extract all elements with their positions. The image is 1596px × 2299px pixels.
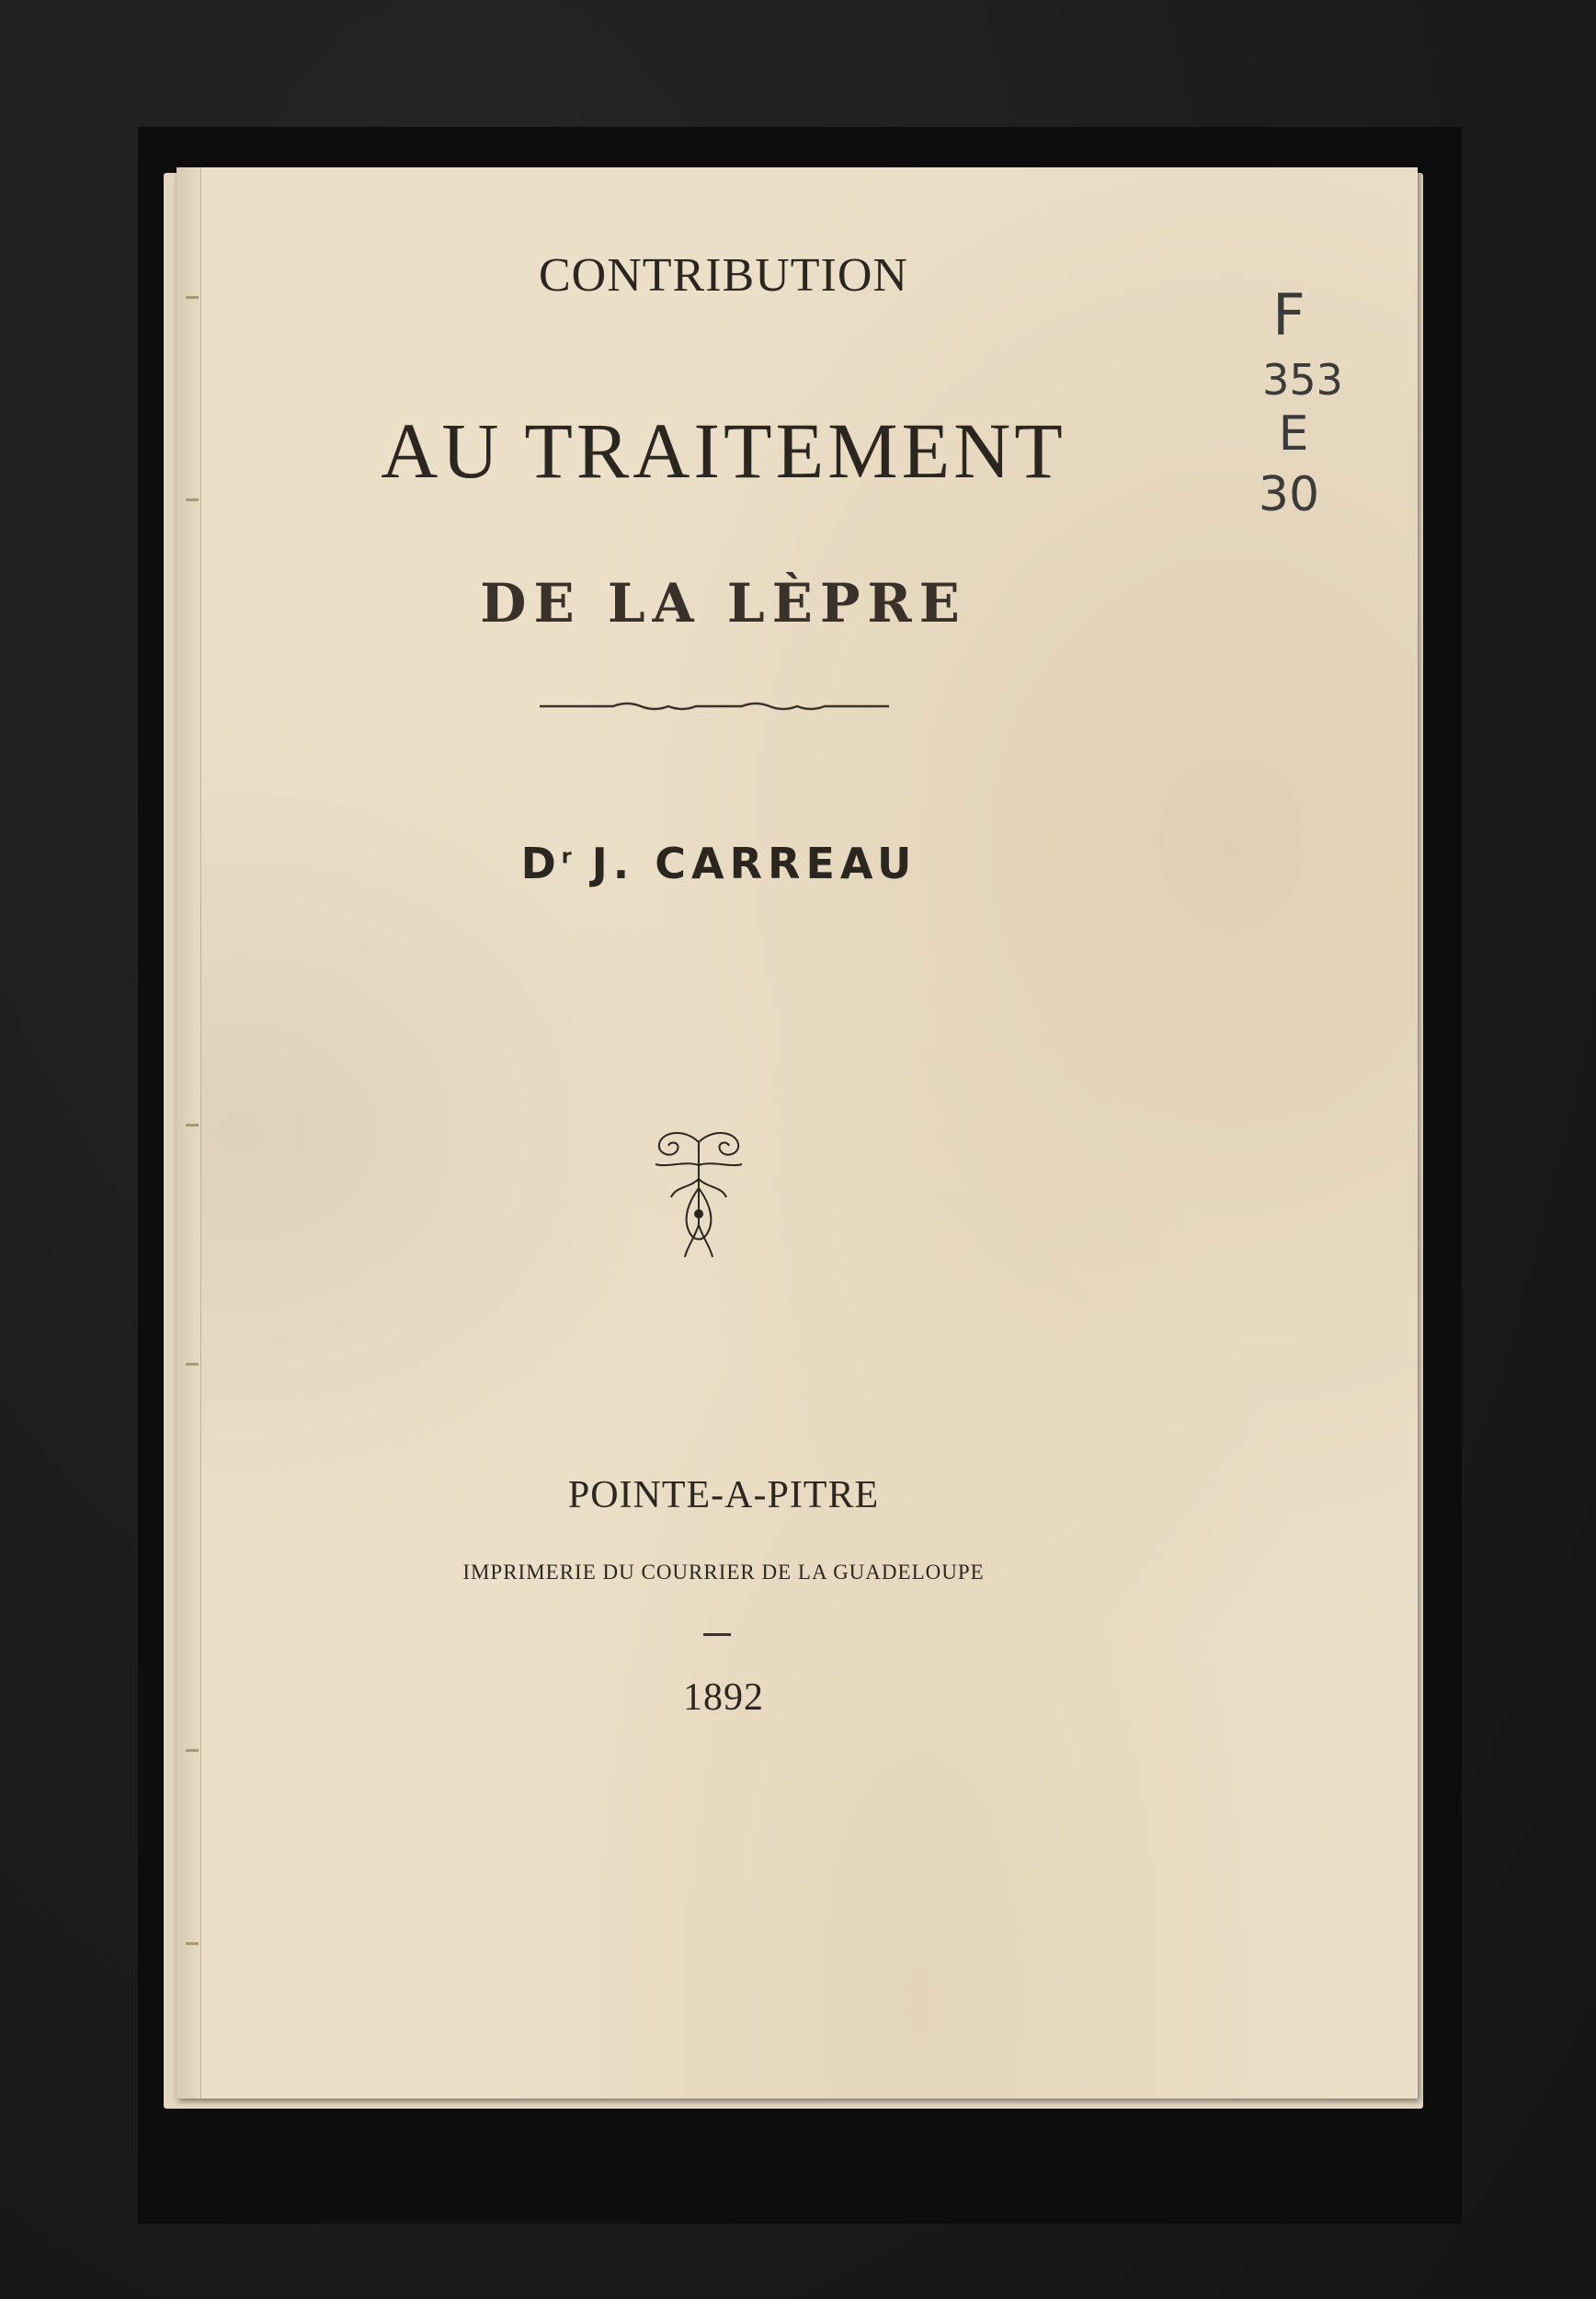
short-rule-divider [703, 1633, 731, 1636]
title-au-traitement: AU TRAITEMENT [381, 406, 1066, 495]
author-prefix-superscript: r [561, 845, 572, 869]
handwritten-call-number [1206, 281, 1372, 522]
call-number-line-2: 353 [1262, 355, 1343, 405]
publication-year: 1892 [683, 1676, 764, 1719]
title-contribution: CONTRIBUTION [539, 249, 908, 302]
call-number-line-4: 30 [1258, 467, 1320, 522]
fleuron-vignette [648, 1124, 749, 1262]
stitch-mark [186, 1124, 199, 1127]
title-page [177, 167, 1418, 2099]
printer-name: IMPRIMERIE DU COURRIER DE LA GUADELOUPE [462, 1561, 985, 1584]
title-de-la-lepre: DE LA LÈPRE [480, 572, 967, 635]
author-prefix: D [520, 839, 562, 888]
publication-city: POINTE-A-PITRE [567, 1474, 880, 1516]
author-line [98, 839, 1340, 888]
wavy-rule-ornament [540, 699, 889, 714]
stitch-mark [186, 1942, 199, 1945]
stitch-mark [186, 1749, 199, 1752]
stitch-mark [186, 1363, 199, 1366]
call-number-line-1: F [1272, 281, 1305, 349]
author-name: J. CARREAU [591, 839, 918, 888]
call-number-line-3: E [1278, 406, 1309, 462]
stitch-mark [186, 498, 199, 501]
